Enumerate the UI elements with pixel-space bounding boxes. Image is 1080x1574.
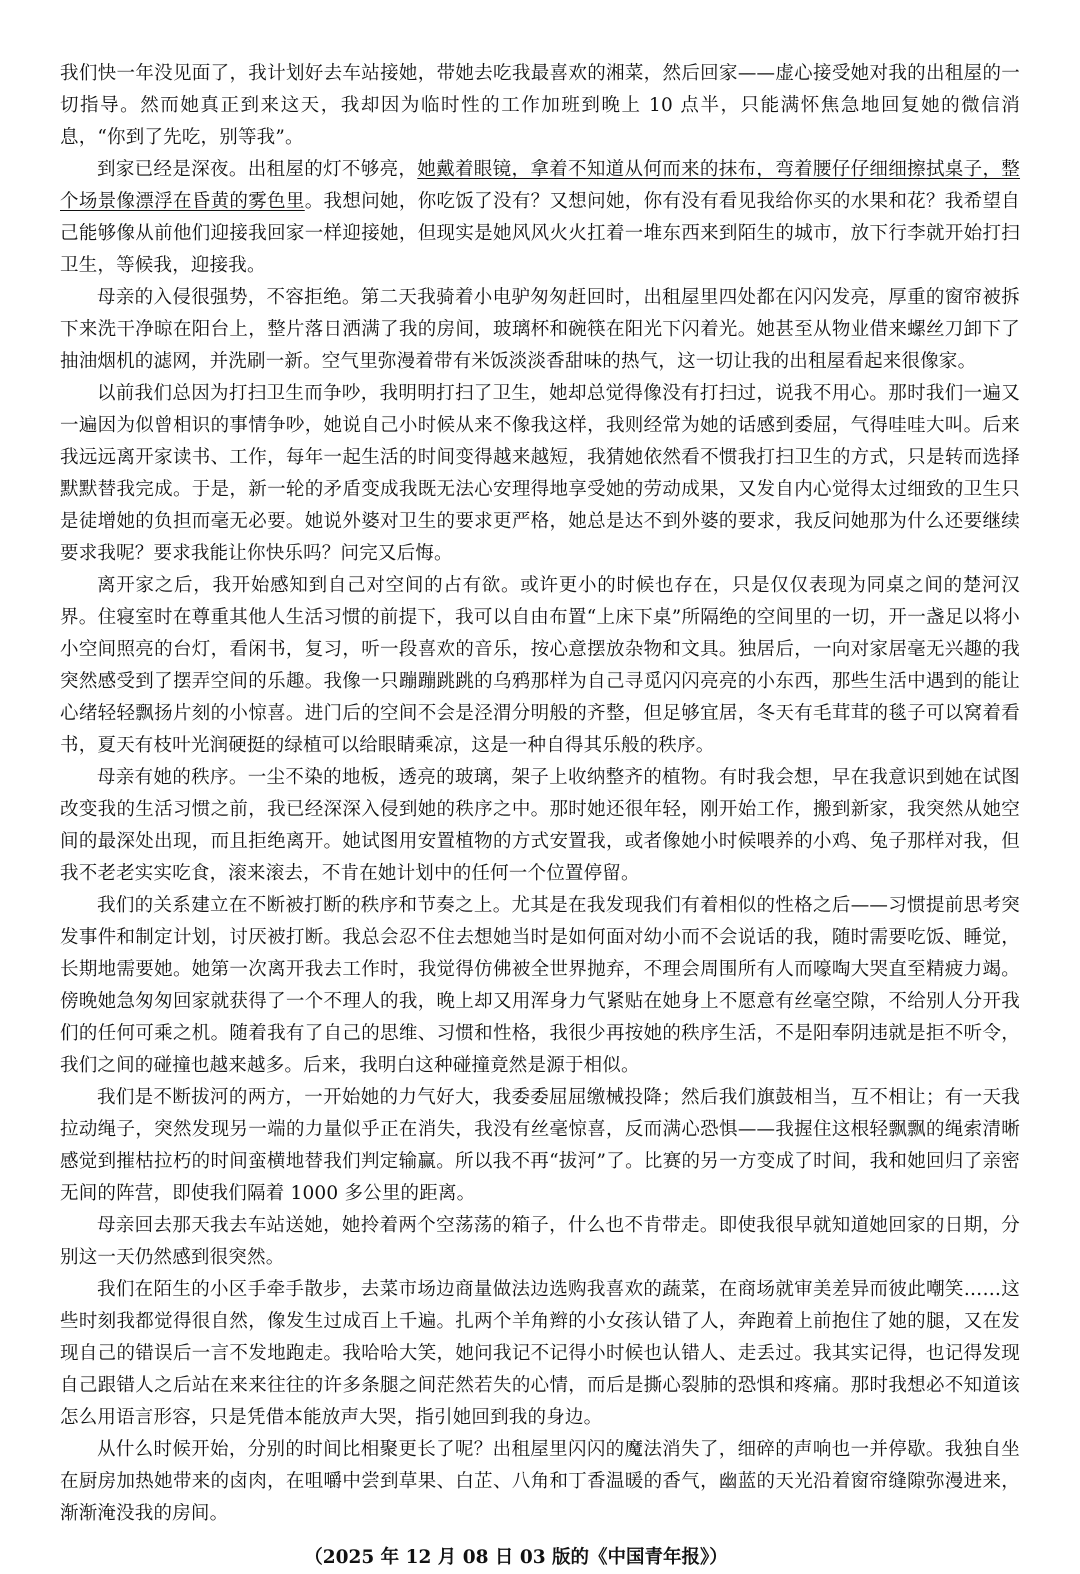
paragraph-2-lead: 到家已经是深夜。出租屋的灯不够亮， [97,159,418,180]
paragraph-6: 母亲有她的秩序。一尘不染的地板，透亮的玻璃，架子上收纳整齐的植物。有时我会想，早在我意识到她在试图改变我的生活习惯之前，我已经深深入侵到她的秩序之中。那时她还很年轻，刚开始工作，搬到新家，我突然从她空间的最深处出现，而且拒绝离开。她试图用安置植物的方式安置我，或者像她小时候喂养的小鸡、兔子那样对我，但我不老老实实吃食，滚来滚去，不肯在她计划中的任何一个位置停留。 [60,767,1020,884]
paragraph-2-rest: 。我想问她，你吃饭了没有？又想问她，你有没有看见我给你买的水果和花？我希望自己能够像从前他们迎接我回家一样迎接她，但现实是她风风火火扛着一堆东西来到陌生的城市，放下行李就开始打扫卫生，等候我，迎接我。 [60,191,1020,276]
paragraph-4: 以前我们总因为打扫卫生而争吵，我明明打扫了卫生，她却总觉得像没有打扫过，说我不用心。那时我们一遍又一遍因为似曾相识的事情争吵，她说自己小时候从来不像我这样，我则经常为她的话感到委屈，气得哇哇大叫。后来我远远离开家读书、工作，每年一起生活的时间变得越来越短，我猜她依然看不惯我打扫卫生的方式，只是转而选择默默替我完成。于是，新一轮的矛盾变成我既无法心安理得地享受她的劳动成果，又发自内心觉得太过细致的卫生只是徒增她的负担而毫无必要。她说外婆对卫生的要求更严格，她总是达不到外婆的要求，我反问她那为什么还要继续要求我呢？要求我能让你快乐吗？问完又后悔。 [60,383,1020,564]
underlined-sentence: 她戴着眼镜，拿着不知道从何而来的抹布，弯着腰仔仔细细擦拭桌子，整个场景像漂浮在昏黄的雾色里 [60,159,1021,212]
paragraph-2 [60,154,1020,282]
paragraph-3: 母亲的入侵很强势，不容拒绝。第二天我骑着小电驴匆匆赶回时，出租屋里四处都在闪闪发亮，厚重的窗帘被拆下来洗干净晾在阳台上，整片落日洒满了我的房间，玻璃杯和碗筷在阳光下闪着光。她甚至从物业借来螺丝刀卸下了抽油烟机的滤网，并洗刷一新。空气里弥漫着带有米饭淡淡香甜味的热气，这一切让我的出租屋看起来很像家。 [60,287,1020,372]
paragraph-1: 我们快一年没见面了，我计划好去车站接她，带她去吃我最喜欢的湘菜，然后回家——虚心接受她对我的出租屋的一切指导。然而她真正到来这天，我却因为临时性的工作加班到晚上 10 点半，只能满怀焦急地回复她的微信消息，“你到了先吃，别等我”。 [60,63,1020,148]
paragraph-11: 从什么时候开始，分别的时间比相聚更长了呢？出租屋里闪闪的魔法消失了，细碎的声响也一并停歇。我独自坐在厨房加热她带来的卤肉，在咀嚼中尝到草果、白芷、八角和丁香温暖的香气，幽蓝的天光沿着窗帘缝隙弥漫进来，渐渐淹没我的房间。 [60,1439,1020,1524]
paragraph-7: 我们的关系建立在不断被打断的秩序和节奏之上。尤其是在我发现我们有着相似的性格之后——习惯提前思考突发事件和制定计划，讨厌被打断。我总会忍不住去想她当时是如何面对幼小而不会说话的我，随时需要吃饭、睡觉，长期地需要她。她第一次离开我去工作时，我觉得仿佛被全世界抛弃，不理会周围所有人而嚎啕大哭直至精疲力竭。傍晚她急匆匆回家就获得了一个不理人的我，晚上却又用浑身力气紧贴在她身上不愿意有丝毫空隙，不给别人分开我们的任何可乘之机。随着我有了自己的思维、习惯和性格，我很少再按她的秩序生活，不是阳奉阴违就是拒不听令，我们之间的碰撞也越来越多。后来，我明白这种碰撞竟然是源于相似。 [60,895,1020,1076]
paragraph-9: 母亲回去那天我去车站送她，她拎着两个空荡荡的箱子，什么也不肯带走。即使我很早就知道她回家的日期，分别这一天仍然感到很突然。 [60,1215,1020,1268]
paragraph-5: 离开家之后，我开始感知到自己对空间的占有欲。或许更小的时候也存在，只是仅仅表现为同桌之间的楚河汉界。住寝室时在尊重其他人生活习惯的前提下，我可以自由布置“上床下桌”所隔绝的空间里的一切，开一盏足以将小小空间照亮的台灯，看闲书，复习，听一段喜欢的音乐，按心意摆放杂物和文具。独居后，一向对家居毫无兴趣的我突然感受到了摆弄空间的乐趣。我像一只蹦蹦跳跳的乌鸦那样为自己寻觅闪闪亮亮的小东西，那些生活中遇到的能让心绪轻轻飘扬片刻的小惊喜。进门后的空间不会是泾渭分明般的齐整，但足够宜居，冬天有毛茸茸的毯子可以窝着看书，夏天有枝叶光润硬挺的绿植可以给眼睛乘凉，这是一种自得其乐般的秩序。 [60,575,1020,756]
source-citation: （2025 年 12 月 08 日 03 版的《中国青年报》） [304,1547,728,1568]
article-body [60,58,1020,1574]
paragraph-10: 我们在陌生的小区手牵手散步，去菜市场边商量做法边选购我喜欢的蔬菜，在商场就审美差异而彼此嘲笑……这些时刻我都觉得很自然，像发生过成百上千遍。扎两个羊角辫的小女孩认错了人，奔跑着上前抱住了她的腿，又在发现自己的错误后一言不发地跑走。我哈哈大笑，她问我记不记得小时候也认错人、走丢过。我其实记得，也记得发现自己跟错人之后站在来来往往的许多条腿之间茫然若失的心情，而后是撕心裂肺的恐惧和疼痛。那时我想必不知道该怎么用语言形容，只是凭借本能放声大哭，指引她回到我的身边。 [60,1279,1020,1428]
paragraph-8: 我们是不断拔河的两方，一开始她的力气好大，我委委屈屈缴械投降；然后我们旗鼓相当，互不相让；有一天我拉动绳子，突然发现另一端的力量似乎正在消失，我没有丝毫惊喜，反而满心恐惧——我握住这根轻飘飘的绳索清晰感觉到摧枯拉朽的时间蛮横地替我们判定输赢。所以我不再“拔河”了。比赛的另一方变成了时间，我和她回归了亲密无间的阵营，即使我们隔着 1000 多公里的距离。 [60,1087,1020,1204]
